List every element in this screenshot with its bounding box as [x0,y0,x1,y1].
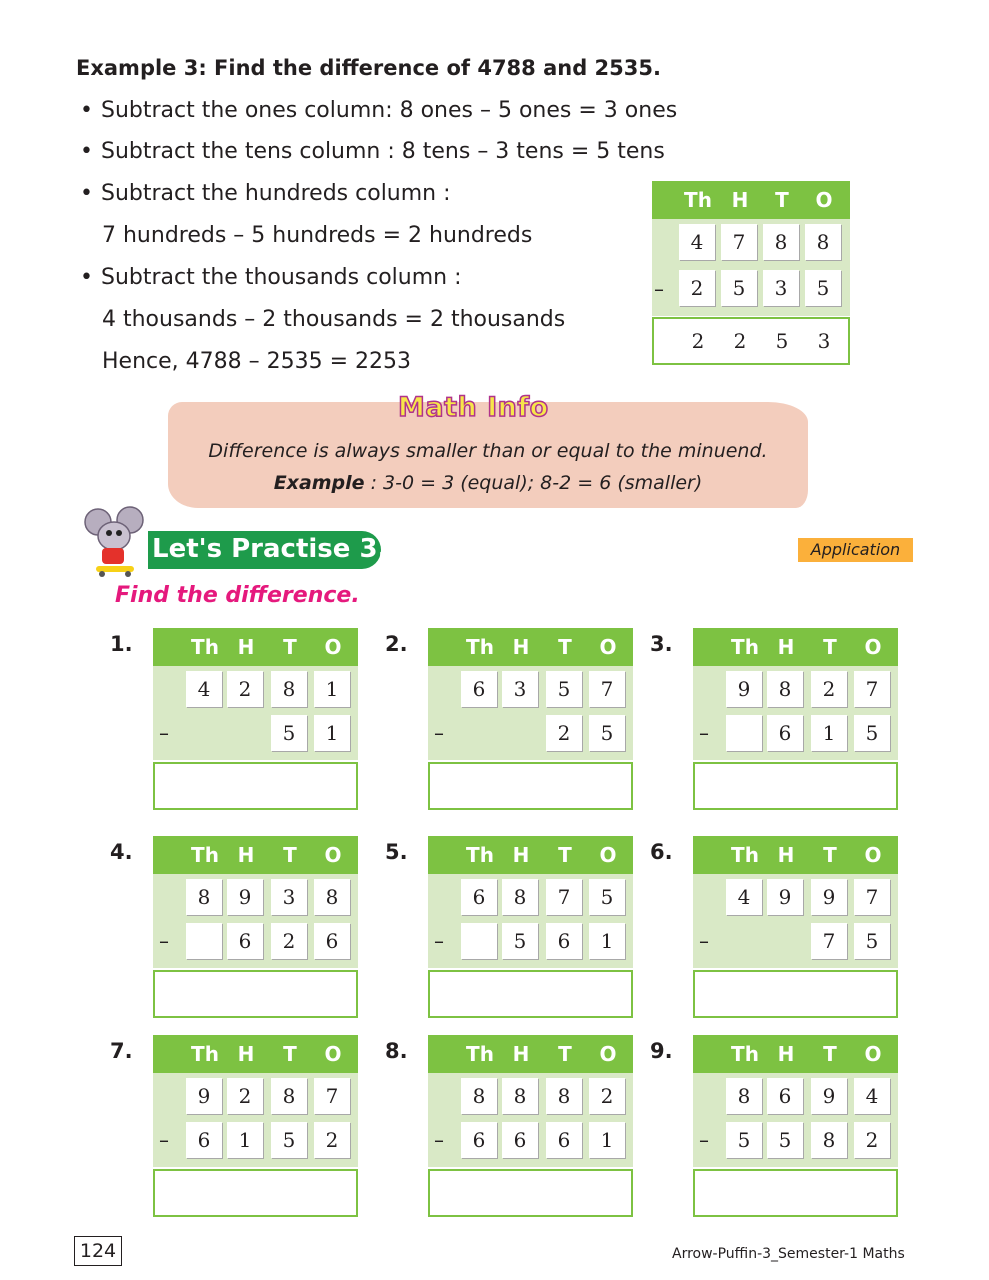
problem-number: 3. [650,632,673,656]
digit-cell: 8 [502,879,538,915]
header-label: Th [731,843,759,867]
digit-cell: 2 [227,671,263,707]
answer-digit: 2 [691,329,705,353]
footer-text: Arrow-Puffin-3_Semester-1 Maths [672,1246,905,1262]
practice-instruction: Find the difference. [115,583,360,608]
empty-cell [502,715,538,751]
answer-box [652,317,850,365]
example-result: Hence, 4788 – 2535 = 2253 [102,349,412,374]
digit-cell: 2 [811,671,847,707]
practice-place-value-table [693,628,898,810]
step-thousands-detail: 4 thousands – 2 thousands = 2 thousands [102,307,566,332]
digit-cell: 8 [271,671,307,707]
empty-cell [767,923,803,959]
table-header [428,1035,633,1073]
step-thousands: • Subtract the thousands column : [80,265,462,290]
header-label: T [558,843,572,867]
step-tens: • Subtract the tens column : 8 tens – 3 tens = 5 tens [80,139,665,164]
header-label: H [777,1042,795,1066]
answer-box[interactable] [428,970,633,1018]
header-label: H [512,1042,530,1066]
header-label: Th [466,1042,494,1066]
header-o: O [815,188,833,212]
digit-cell: 5 [271,1122,307,1158]
digit-cell: 5 [271,715,307,751]
digit-cell: 2 [589,1078,625,1114]
problem-number: 2. [385,632,408,656]
header-label: H [237,635,255,659]
digit-cell: 7 [854,879,890,915]
practice-place-value-table [153,628,358,810]
problem-number: 5. [385,840,408,864]
header-t: T [775,188,789,212]
header-label: O [864,635,882,659]
table-header [153,1035,358,1073]
digit-cell: 5 [721,270,757,306]
step-hundreds-detail: 7 hundreds – 5 hundreds = 2 hundreds [102,223,533,248]
digit-cell: 6 [461,1122,497,1158]
digit-cell: 1 [227,1122,263,1158]
header-label: O [599,843,617,867]
problem-number: 8. [385,1039,408,1063]
digit-cell: 2 [546,715,582,751]
header-label: H [777,843,795,867]
practice-place-value-table [428,836,633,1018]
digit-cell: 5 [805,270,841,306]
math-info-title: Math Info [398,392,549,423]
practice-title: Let's Practise 3.9 [152,534,406,564]
digit-cell: 2 [854,1122,890,1158]
minus-sign: – [699,721,709,745]
table-header [652,181,850,219]
digit-cell: 5 [854,923,890,959]
header-label: Th [731,635,759,659]
header-label: H [512,843,530,867]
digit-cell: 9 [811,879,847,915]
digit-cell: 8 [186,879,222,915]
table-header [693,1035,898,1073]
empty-cell [726,715,762,751]
answer-box[interactable] [693,762,898,810]
digit-cell: 6 [767,715,803,751]
digit-cell: 8 [271,1078,307,1114]
math-info-text: Difference is always smaller than or equal to the minuend. [208,440,768,462]
digit-cell: 5 [726,1122,762,1158]
application-tag: Application [798,538,913,562]
table-header [428,836,633,874]
header-label: T [823,843,837,867]
answer-box[interactable] [428,1169,633,1217]
example-heading: Example 3: Find the difference of 4788 and 2535. [76,56,661,80]
digit-cell: 7 [854,671,890,707]
table-header [693,836,898,874]
digit-cell: 4 [186,671,222,707]
digit-cell: 6 [186,1122,222,1158]
header-label: Th [191,635,219,659]
mouse-mascot-icon [78,506,146,578]
header-label: O [324,1042,342,1066]
answer-digit: 5 [775,329,789,353]
digit-cell: 5 [589,879,625,915]
digit-cell: 5 [767,1122,803,1158]
digit-cell: 8 [726,1078,762,1114]
header-label: O [324,635,342,659]
minus-sign: – [159,721,169,745]
practice-place-value-table [153,1035,358,1217]
header-label: H [512,635,530,659]
digit-cell: 2 [679,270,715,306]
digit-cell: 7 [546,879,582,915]
table-header [428,628,633,666]
header-label: Th [466,635,494,659]
minus-sign: – [434,929,444,953]
digit-cell: 8 [461,1078,497,1114]
header-label: O [599,1042,617,1066]
digit-cell: 9 [227,879,263,915]
table-header [693,628,898,666]
step-hundreds: • Subtract the hundreds column : [80,181,451,206]
digit-cell: 4 [679,224,715,260]
step-ones: • Subtract the ones column: 8 ones – 5 ones = 3 ones [80,98,677,123]
header-label: H [777,635,795,659]
digit-cell: 5 [854,715,890,751]
answer-box[interactable] [693,970,898,1018]
digit-cell: 9 [767,879,803,915]
digit-cell: 8 [767,671,803,707]
digit-cell: 8 [502,1078,538,1114]
minus-sign: – [434,721,444,745]
digit-cell: 5 [546,671,582,707]
practice-place-value-table [428,628,633,810]
digit-cell: 7 [314,1078,350,1114]
header-label: T [558,1042,572,1066]
table-header [153,628,358,666]
digit-cell: 6 [767,1078,803,1114]
practice-place-value-table [428,1035,633,1217]
digit-cell: 6 [502,1122,538,1158]
header-th: Th [684,188,712,212]
practice-place-value-table [153,836,358,1018]
example-label: Example [273,472,365,494]
minus-sign: – [159,929,169,953]
header-label: Th [191,843,219,867]
empty-cell [227,715,263,751]
digit-cell: 4 [854,1078,890,1114]
digit-cell: 4 [726,879,762,915]
digit-cell: 8 [805,224,841,260]
header-label: T [823,1042,837,1066]
header-label: T [823,635,837,659]
minus-sign: – [159,1128,169,1152]
digit-cell: 3 [502,671,538,707]
empty-cell [186,923,222,959]
digit-cell: 1 [314,715,350,751]
digit-cell: 6 [461,671,497,707]
digit-cell: 8 [811,1122,847,1158]
practice-place-value-table [693,836,898,1018]
header-label: T [283,635,297,659]
digit-cell: 5 [502,923,538,959]
header-label: O [864,1042,882,1066]
header-label: T [283,843,297,867]
digit-cell: 3 [271,879,307,915]
answer-box[interactable] [153,762,358,810]
digit-cell: 7 [589,671,625,707]
header-label: Th [466,843,494,867]
digit-cell: 6 [314,923,350,959]
digit-cell: 1 [314,671,350,707]
digit-cell: 6 [546,1122,582,1158]
digit-cell: 9 [186,1078,222,1114]
digit-cell: 2 [314,1122,350,1158]
header-h: H [731,188,749,212]
digit-cell: 6 [546,923,582,959]
math-info-example [168,472,808,494]
digit-cell: 9 [811,1078,847,1114]
header-label: T [283,1042,297,1066]
answer-box[interactable] [693,1169,898,1217]
problem-number: 9. [650,1039,673,1063]
header-label: O [324,843,342,867]
digit-cell: 1 [589,923,625,959]
table-header [153,836,358,874]
empty-cell [461,923,497,959]
digit-cell: 6 [227,923,263,959]
digit-cell: 6 [461,879,497,915]
digit-cell: 7 [811,923,847,959]
answer-box[interactable] [153,970,358,1018]
answer-digit: 3 [817,329,831,353]
minus-sign: – [699,929,709,953]
page-number: 124 [74,1236,122,1266]
digit-cell: 8 [546,1078,582,1114]
empty-cell [461,715,497,751]
answer-box[interactable] [153,1169,358,1217]
header-label: Th [191,1042,219,1066]
header-label: T [558,635,572,659]
header-label: O [864,843,882,867]
digit-cell: 1 [811,715,847,751]
digit-cell: 8 [763,224,799,260]
minus-sign: – [699,1128,709,1152]
header-label: O [599,635,617,659]
example-place-value-table [652,181,850,365]
problem-number: 4. [110,840,133,864]
example-text: : 3-0 = 3 (equal); 8-2 = 6 (smaller) [364,472,703,494]
digit-cell: 5 [589,715,625,751]
problem-number: 7. [110,1039,133,1063]
header-label: H [237,843,255,867]
problem-number: 6. [650,840,673,864]
digit-cell: 7 [721,224,757,260]
digit-cell: 8 [314,879,350,915]
empty-cell [726,923,762,959]
answer-box[interactable] [428,762,633,810]
digit-cell: 3 [763,270,799,306]
header-label: Th [731,1042,759,1066]
digit-cell: 9 [726,671,762,707]
answer-digit: 2 [733,329,747,353]
problem-number: 1. [110,632,133,656]
digit-cell: 1 [589,1122,625,1158]
minus-sign: – [654,277,664,301]
practice-place-value-table [693,1035,898,1217]
minus-sign: – [434,1128,444,1152]
digit-cell: 2 [271,923,307,959]
empty-cell [186,715,222,751]
digit-cell: 2 [227,1078,263,1114]
header-label: H [237,1042,255,1066]
